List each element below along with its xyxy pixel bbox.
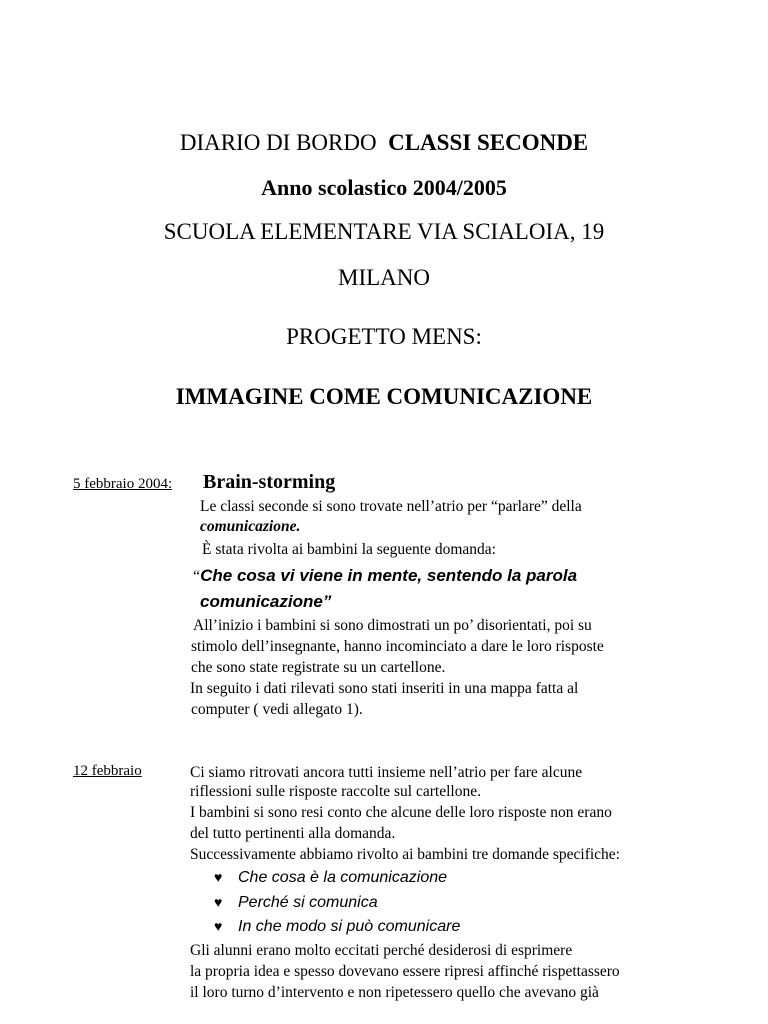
list-item-text: Che cosa è la comunicazione: [238, 869, 448, 886]
project-title: IMMAGINE COME COMUNICAZIONE: [175, 384, 593, 409]
entry-text-line: Gli alunni erano molto eccitati perché desiderosi di esprimere: [190, 942, 573, 959]
entry-text-line: riflessioni sulle risposte raccolte sul cartellone.: [190, 783, 481, 800]
entry-text-line: il loro turno d’intervento e non ripetessero quello che avevano già: [190, 984, 599, 1001]
entry-text-line: Ci siamo ritrovati ancora tutti insieme nell’atrio per fare alcune: [190, 764, 583, 781]
entry-text-line: stimolo dell’insegnante, hanno incominciato a dare le loro risposte: [191, 638, 604, 655]
list-item: [214, 869, 447, 887]
quote-open-mark: “: [193, 568, 201, 585]
list-item-text: In che modo si può comunicare: [238, 918, 461, 935]
entry-date: 12 febbraio: [73, 763, 142, 779]
heart-bullet-icon: ♥: [214, 869, 223, 885]
school-year: Anno scolastico 2004/2005: [261, 175, 507, 200]
entry-text-line: In seguito i dati rilevati sono stati inseriti in una mappa fatta al: [190, 680, 579, 697]
quote-close-mark: ”: [322, 592, 332, 611]
entry-date: 5 febbraio 2004:: [73, 476, 173, 492]
school-name: SCUOLA ELEMENTARE VIA SCIALOIA, 19: [163, 219, 605, 244]
heart-bullet-icon: ♥: [214, 918, 223, 934]
quote-text: Che cosa vi viene in mente, sentendo la parola: [200, 566, 578, 585]
entry-text-line: Successivamente abbiamo rivolto ai bambini tre domande specifiche:: [190, 846, 620, 863]
diary-title: [0, 130, 768, 156]
entry-text-line: computer ( vedi allegato 1).: [191, 701, 363, 718]
list-item: [214, 918, 460, 936]
diary-title-normal: DIARIO DI BORDO: [179, 130, 377, 155]
entry-text-line: che sono state registrate su un cartellone.: [191, 659, 446, 676]
entry-text-line: All’inizio i bambini si sono dimostrati un po’ disorientati, poi su: [193, 617, 592, 634]
list-item: [214, 894, 378, 912]
entry-keyword: comunicazione.: [200, 518, 301, 535]
entry-text-line: È stata rivolta ai bambini la seguente domanda:: [202, 541, 496, 558]
school-city: MILANO: [338, 265, 430, 290]
list-item-text: Perché si comunica: [238, 894, 378, 911]
entry-text-line: I bambini si sono resi conto che alcune delle loro risposte non erano: [190, 804, 612, 821]
entry-quote-line: [193, 566, 577, 586]
entry-quote-line: [200, 592, 331, 612]
entry-text-line: Le classi seconde si sono trovate nell’atrio per “parlare” della: [200, 498, 582, 515]
entry-text-line: la propria idea e spesso dovevano essere ripresi affinché rispettassero: [190, 963, 620, 980]
entry-title: Brain-storming: [203, 471, 336, 493]
heart-bullet-icon: ♥: [214, 894, 223, 910]
diary-title-bold: CLASSI SECONDE: [388, 130, 589, 155]
project-label: PROGETTO MENS:: [286, 324, 482, 349]
quote-text: comunicazione: [200, 592, 323, 611]
entry-text-line: del tutto pertinenti alla domanda.: [190, 825, 396, 842]
